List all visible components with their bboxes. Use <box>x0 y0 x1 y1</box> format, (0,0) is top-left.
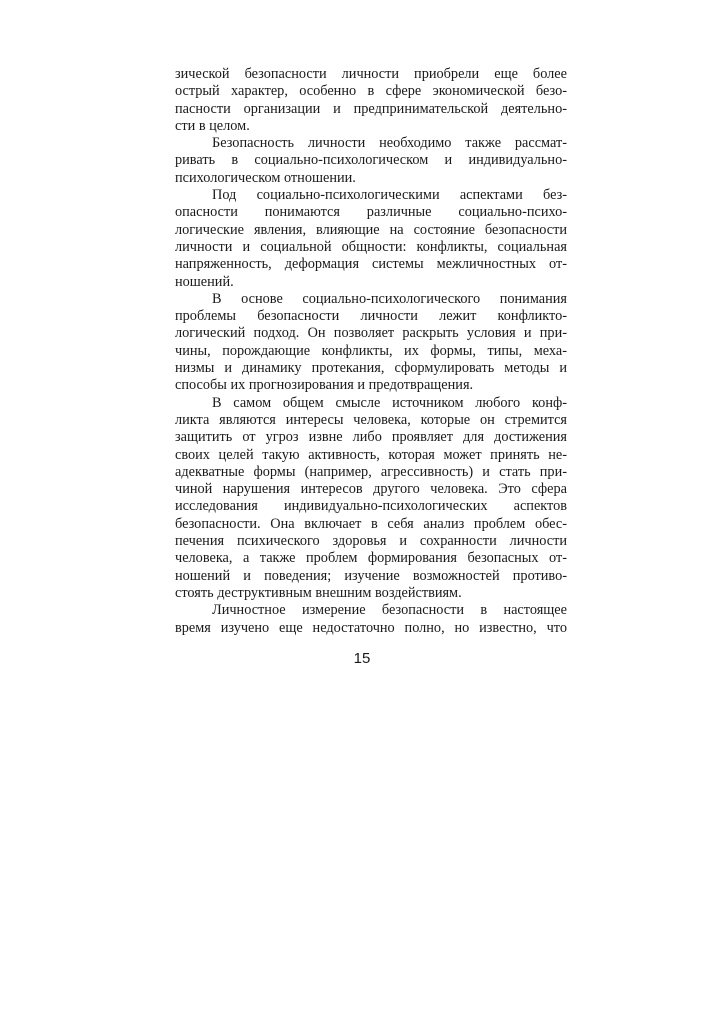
text-line: логический подход. Он позволяет раскрыть условия и при- <box>175 325 567 342</box>
text-line: исследования индивидуально-психологических аспектов <box>175 498 567 515</box>
text-line: низмы и динамику протекания, сформулировать методы и <box>175 360 567 377</box>
text-line: личности и социальной общности: конфликты, социальная <box>175 238 567 255</box>
text-line: Под социально-психологическими аспектами без- <box>212 187 567 204</box>
text-line: сти в целом. <box>175 117 250 134</box>
text-line: ривать в социально-психологическом и индивидуально- <box>175 152 567 169</box>
text-line: ношений. <box>175 273 234 290</box>
text-line: своих целей такую активность, которая может принять не- <box>175 446 567 463</box>
text-line: способы их прогнозирования и предотвращения. <box>175 377 474 394</box>
text-line: время изучено еще недостаточно полно, но известно, что <box>175 619 567 636</box>
text-line: стоять деструктивным внешним воздействиям. <box>175 584 462 601</box>
text-line: печения психического здоровья и сохранности личности <box>175 533 567 550</box>
text-line: зической безопасности личности приобрели еще более <box>175 66 567 82</box>
text-line: ликта являются интересы человека, которые он стремится <box>175 411 567 428</box>
text-line: человека, а также проблем формирования безопасных от- <box>175 550 567 567</box>
text-line: опасности понимаются различные социально-психо- <box>175 204 567 221</box>
text-line: адекватные формы (например, агрессивность) и стать при- <box>175 463 567 480</box>
text-line: Личностное измерение безопасности в настоящее <box>212 602 567 619</box>
text-line: напряженность, деформация системы межличностных от- <box>175 256 567 273</box>
text-line: проблемы безопасности личности лежит конфликто- <box>175 308 567 325</box>
text-line: ношений и поведения; изучение возможностей противо- <box>175 567 567 584</box>
page-number: 15 <box>353 650 371 667</box>
text-line: пасности организации и предпринимательской деятельно- <box>175 100 567 117</box>
text-line: психологическом отношении. <box>175 169 356 186</box>
text-line: В основе социально-психологического понимания <box>212 290 567 307</box>
text-line: защитить от угроз извне либо проявляет для достижения <box>175 429 567 446</box>
text-line: безопасности. Она включает в себя анализ проблем обес- <box>175 515 567 532</box>
text-line: Безопасность личности необходимо также рассмат- <box>212 135 567 152</box>
body-text <box>175 66 567 637</box>
text-line: чины, порождающие конфликты, их формы, типы, меха- <box>175 342 567 359</box>
text-line: логические явления, влияющие на состояние безопасности <box>175 221 567 238</box>
text-line: В самом общем смысле источником любого конф- <box>212 394 567 411</box>
text-line: чиной нарушения интересов другого человека. Это сфера <box>175 481 567 498</box>
text-line: острый характер, особенно в сфере экономической безо- <box>175 83 567 100</box>
